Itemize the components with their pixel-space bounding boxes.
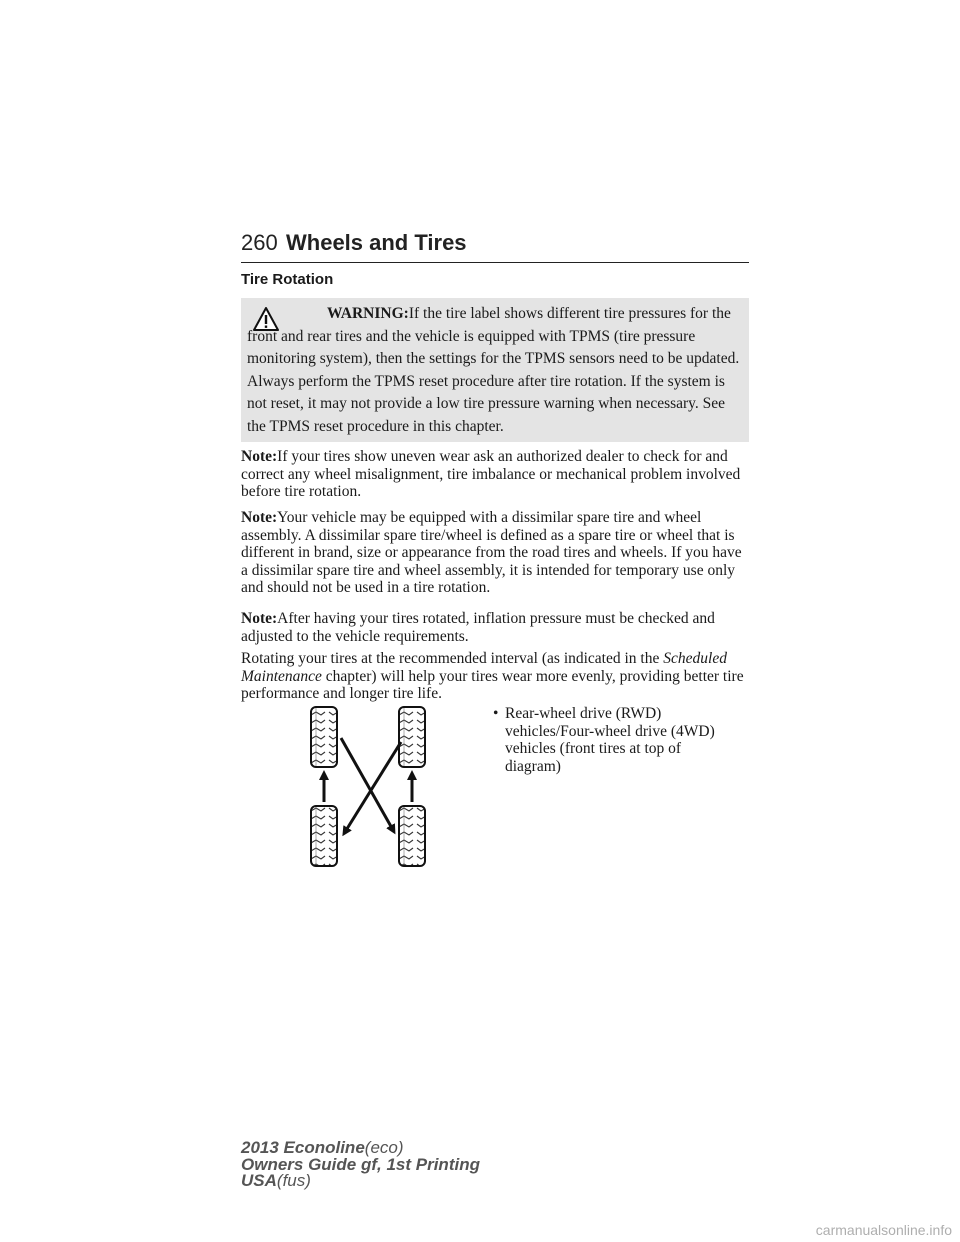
page-header xyxy=(241,228,749,263)
footer xyxy=(241,1140,480,1190)
note-label: Note: xyxy=(241,509,278,526)
tire-front-left xyxy=(311,707,337,767)
note-label: Note: xyxy=(241,610,278,627)
footer-market: USA xyxy=(241,1171,277,1190)
warning-box xyxy=(241,298,749,442)
warning-label: WARNING: xyxy=(327,305,409,322)
warning-text-block xyxy=(247,303,741,438)
note-paragraph xyxy=(241,509,751,597)
bullet-item xyxy=(493,705,733,775)
watermark: carmanualsonline.info xyxy=(815,1222,952,1238)
tire-front-right xyxy=(399,707,425,767)
chapter-title: Wheels and Tires xyxy=(286,230,467,255)
tire-rotation-diagram xyxy=(305,702,445,870)
bullet-symbol: • xyxy=(493,705,499,722)
note-label: Note: xyxy=(241,448,278,465)
scheduled-maintenance-reference: Scheduled Maintenance xyxy=(241,650,727,685)
page-number: 260 xyxy=(241,230,278,255)
note-paragraph xyxy=(241,610,751,645)
tire-rear-right xyxy=(399,806,425,866)
arrow-front-left-to-rear-right xyxy=(341,738,393,830)
warning-text: If the tire label shows different tire pressures for the front and rear tires and the vehicle is equipped with TPMS (tire pressure monitoring system), then the settings for the TPMS sensors need to be updated. Always perform the TPMS reset procedure after tire rotation. If the system is not reset, it may not provide a low tire pressure warning when necessary. See the TPMS reset procedure in this chapter. xyxy=(247,305,740,435)
rotation-text-after: chapter) will help your tires wear more evenly, providing better tire performance and longer tire life. xyxy=(241,667,744,703)
note-text: If your tires show uneven wear ask an authorized dealer to check for and correct any wheel misalignment, tire imbalance or mechanical problem involved before tire rotation. xyxy=(241,448,741,501)
note-text: Your vehicle may be equipped with a dissimilar spare tire and wheel assembly. A dissimilar spare tire/wheel is defined as a spare tire or wheel that is different in brand, size or appearance from the road tires and wheels. If you have a dissimilar spare tire and wheel assembly, it is intended for temporary use only and should not be used in a tire rotation. xyxy=(241,509,742,597)
rotation-paragraph xyxy=(241,650,751,703)
note-paragraph xyxy=(241,448,751,501)
tire-rear-left xyxy=(311,806,337,866)
arrow-front-right-to-rear-left xyxy=(345,742,401,832)
rotation-text-before: Rotating your tires at the recommended interval (as indicated in the xyxy=(241,650,664,667)
section-title: Tire Rotation xyxy=(241,271,334,288)
footer-guide: Owners Guide gf, 1st Printing xyxy=(241,1154,480,1174)
footer-market-code: (fus) xyxy=(276,1171,311,1190)
footer-model-code: (eco) xyxy=(364,1138,404,1157)
note-text: After having your tires rotated, inflation pressure must be checked and adjusted to the vehicle requirements. xyxy=(241,610,715,645)
bullet-text: Rear-wheel drive (RWD) vehicles/Four-wheel drive (4WD) vehicles (front tires at top of diagram) xyxy=(505,705,715,775)
footer-model: 2013 Econoline xyxy=(241,1138,365,1157)
